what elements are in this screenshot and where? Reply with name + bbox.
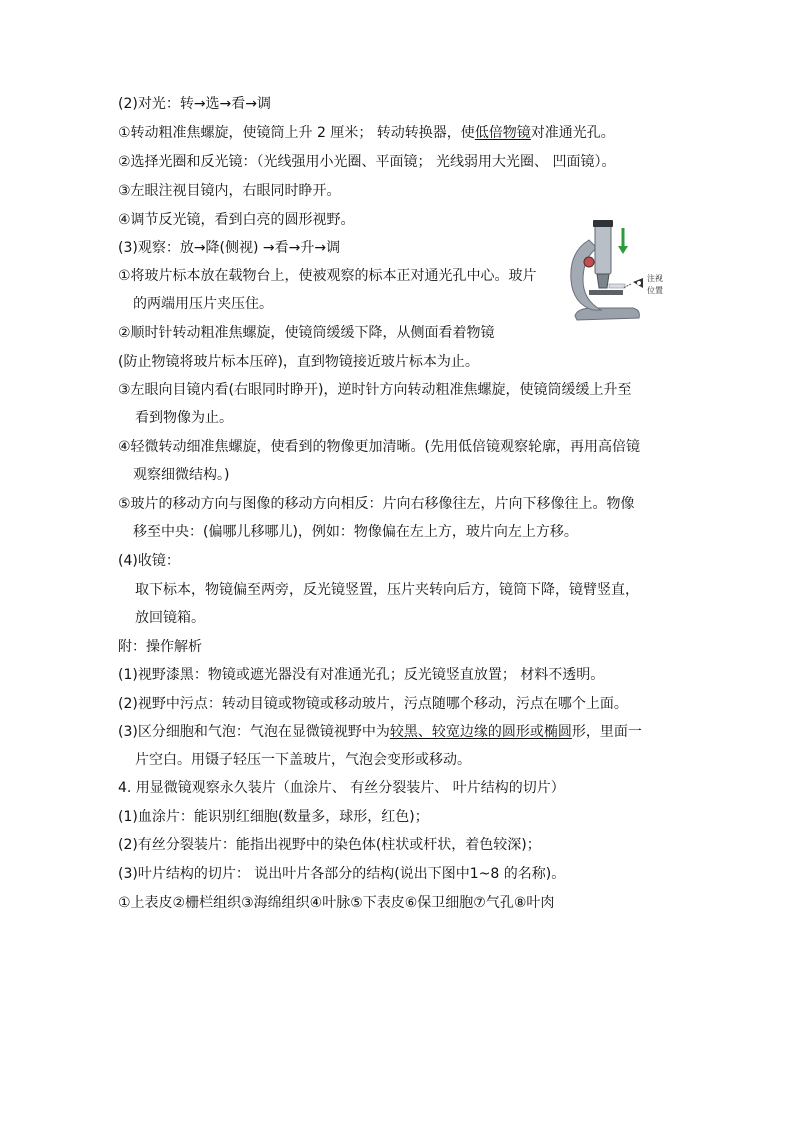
- underlined-term: 较黑、较宽边缘的圆形或椭圆: [389, 724, 572, 740]
- microscope-icon: [563, 218, 663, 326]
- heading-permanent-slides: 4. 用显微镜观察永久装片（血涂片、 有丝分裂装片、 叶片结构的切片）: [118, 780, 565, 796]
- appendix-1: (1)视野漆黑：物镜或遮光器没有对准通光孔；反光镜竖直放置； 材料不透明。: [118, 667, 605, 683]
- text-segment: 形，里面一: [571, 724, 642, 740]
- figure-label-line2: 位置: [647, 286, 663, 295]
- observe-step-3: ③左眼向目镜内看(右眼同时睁开)，逆时针方向转动粗准焦螺旋，使镜筒缓缓上升至: [118, 382, 632, 398]
- appendix-3-cont: 片空白。用镊子轻压一下盖玻片，气泡会变形或移动。: [135, 752, 471, 768]
- heading-put-away: (4)收镜：: [118, 553, 180, 569]
- figure-label-line1: 注视: [647, 274, 663, 283]
- appendix-2: (2)视野中污点：转动目镜或物镜或移动玻片，污点随哪个移动，污点在哪个上面。: [118, 696, 628, 712]
- microscope-figure: [563, 218, 663, 326]
- text-segment: 对准通光孔。: [530, 125, 615, 141]
- observe-step-4-cont: 观察细微结构。): [133, 467, 230, 483]
- slide-mitosis: (2)有丝分裂装片：能指出视野中的染色体(柱状或杆状，着色较深)；: [118, 837, 541, 853]
- leaf-structures: ①上表皮②栅栏组织③海绵组织④叶脉⑤下表皮⑥保卫细胞⑦气孔⑧叶肉: [118, 895, 555, 911]
- underlined-term: 低倍物镜: [474, 125, 531, 141]
- observe-step-5-cont: 移至中央：(偏哪儿移哪儿)，例如：物像偏在左上方，玻片向左上方移。: [133, 524, 578, 540]
- observe-step-4: ④轻微转动细准焦螺旋，使看到的物像更加清晰。(先用低倍镜观察轮廓，再用高倍镜: [118, 439, 641, 455]
- text-segment: ①转动粗准焦螺旋，使镜筒上升 2 厘米； 转动转换器，使: [118, 125, 475, 141]
- observe-step-2: ②顺时针转动粗准焦螺旋，使镜筒缓缓下降，从侧面看着物镜: [118, 325, 495, 341]
- step-1-rotate: [118, 123, 615, 143]
- heading-appendix: 附：操作解析: [118, 639, 202, 655]
- observe-step-1-cont: 的两端用压片夹压住。: [133, 296, 273, 312]
- appendix-3: [118, 722, 642, 742]
- observe-step-2-cont: (防止物镜将玻片标本压碎)，直到物镜接近玻片标本为止。: [118, 354, 479, 370]
- observe-step-3-cont: 看到物像为止。: [135, 410, 233, 426]
- observe-step-1: ①将玻片标本放在载物台上，使被观察的标本正对通光孔中心。玻片: [118, 268, 537, 284]
- slide-leaf: (3)叶片结构的切片： 说出叶片各部分的结构(说出下图中1~8 的名称)。: [118, 866, 566, 882]
- heading-observe: (3)观察：放→降(侧视) →看→升→调: [118, 240, 341, 256]
- heading-focus-light: (2)对光：转→选→看→调: [118, 96, 272, 112]
- put-away-text-cont: 放回镜箱。: [135, 610, 205, 626]
- step-4-mirror: ④调节反光镜，看到白亮的圆形视野。: [118, 212, 355, 228]
- text-segment: (3)区分细胞和气泡：气泡在显微镜视野中为: [118, 724, 390, 740]
- observe-step-5: ⑤玻片的移动方向与图像的移动方向相反：片向右移像往左，片向下移像往上。物像: [118, 496, 635, 512]
- step-2-select: ②选择光圈和反光镜：（光线强用小光圈、平面镜； 光线弱用大光圈、 凹面镜）。: [118, 154, 616, 170]
- put-away-text: 取下标本，物镜偏至两旁，反光镜竖置，压片夹转向后方，镜筒下降，镜臂竖直，: [135, 582, 639, 598]
- slide-blood: (1)血涂片：能识别红细胞(数量多，球形，红色)；: [118, 809, 429, 825]
- step-3-eye: ③左眼注视目镜内，右眼同时睁开。: [118, 183, 341, 199]
